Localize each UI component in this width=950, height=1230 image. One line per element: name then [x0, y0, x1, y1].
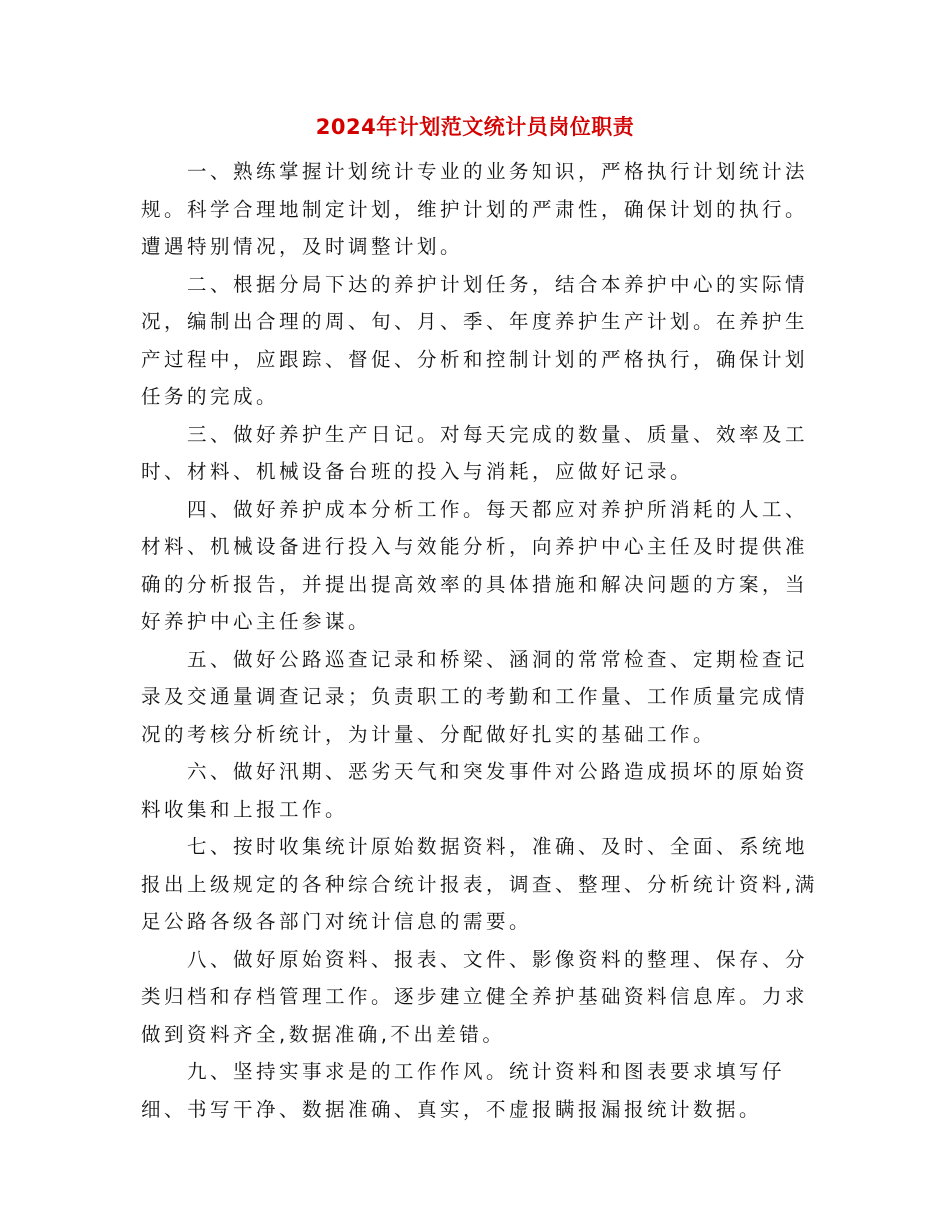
document-body	[141, 153, 821, 1128]
paragraph-4: 四、做好养护成本分析工作。每天都应对养护所消耗的人工、材料、机械设备进行投入与效能分析，向养护中心主任及时提供准确的分析报告，并提出提高效率的具体措施和解决问题的方案，当好养护中心主任参谋。	[141, 497, 809, 633]
paragraph-6: 六、做好汛期、恶劣天气和突发事件对公路造成损坏的原始资料收集和上报工作。	[141, 760, 809, 821]
paragraph-2: 二、根据分局下达的养护计划任务，结合本养护中心的实际情况，编制出合理的周、旬、月、季、年度养护生产计划。在养护生产过程中，应跟踪、督促、分析和控制计划的严格执行，确保计划任务的完成。	[141, 272, 809, 408]
paragraph-7: 七、按时收集统计原始数据资料，准确、及时、全面、系统地报出上级规定的各种综合统计报表，调查、整理、分析统计资料,满足公路各级各部门对统计信息的需要。	[141, 835, 818, 933]
paragraph-5: 五、做好公路巡查记录和桥梁、涵洞的常常检查、定期检查记录及交通量调查记录；负责职工的考勤和工作量、工作质量完成情况的考核分析统计，为计量、分配做好扎实的基础工作。	[141, 647, 809, 746]
paragraph-3: 三、做好养护生产日记。对每天完成的数量、质量、效率及工时、材料、机械设备台班的投入与消耗，应做好记录。	[141, 422, 809, 483]
paragraph-1: 一、熟练掌握计划统计专业的业务知识，严格执行计划统计法规。科学合理地制定计划，维护计划的严肃性，确保计划的执行。遭遇特别情况，及时调整计划。	[141, 160, 809, 258]
paragraph-8: 八、做好原始资料、报表、文件、影像资料的整理、保存、分类归档和存档管理工作。逐步建立健全养护基础资料信息库。力求做到资料齐全,数据准确,不出差错。	[141, 947, 809, 1046]
document-title: 2024年计划范文统计员岗位职责	[315, 115, 635, 139]
paragraph-9: 九、坚持实事求是的工作作风。统计资料和图表要求填写仔细、书写干净、数据准确、真实，不虚报瞒报漏报统计数据。	[141, 1060, 786, 1121]
